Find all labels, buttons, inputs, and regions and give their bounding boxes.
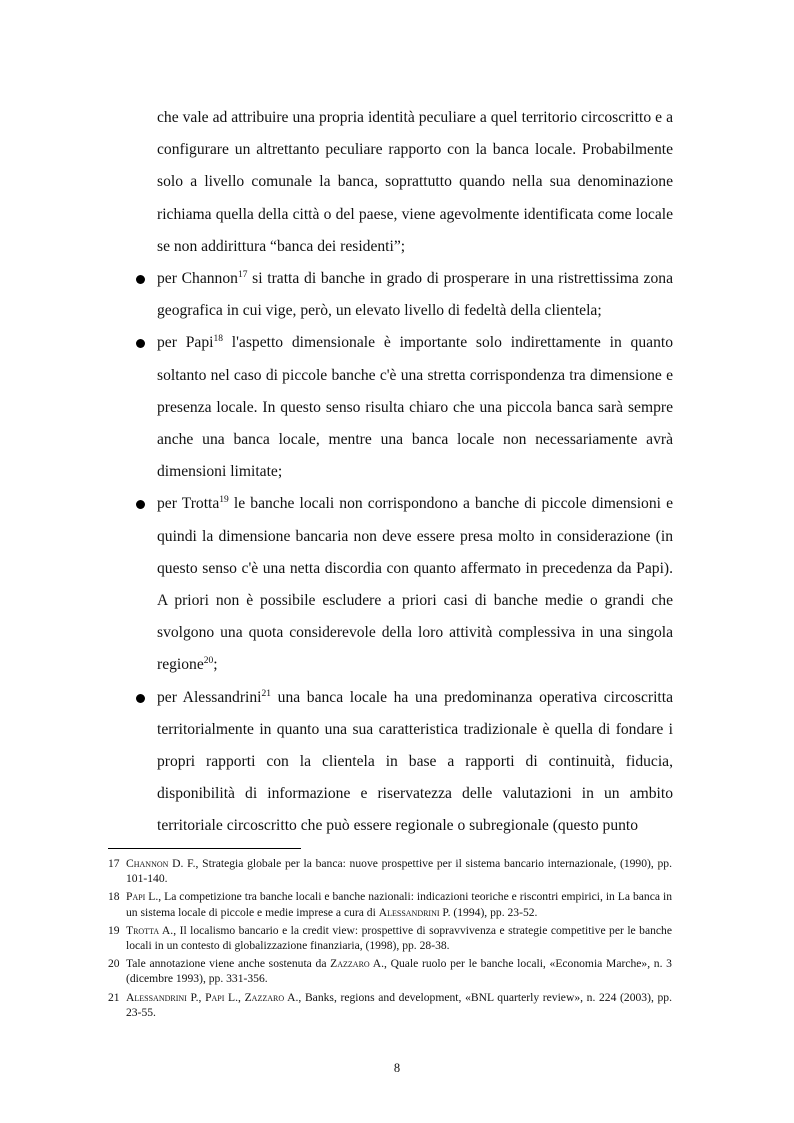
footnote-21	[108, 990, 672, 1020]
footnote-number: 21	[108, 990, 120, 1004]
footnote-divider	[108, 848, 301, 849]
footnote-text: (1994), pp. 23-52.	[450, 905, 538, 919]
footnote-number: 20	[108, 957, 120, 971]
bullet-item-channon	[157, 263, 673, 327]
footnote-20	[108, 956, 672, 986]
bullet-item-papi	[157, 327, 673, 488]
footnote-author: Alessandrini P.	[378, 905, 451, 919]
footnote-number: 18	[108, 890, 120, 904]
footnote-text: , Quale ruolo per le banche locali, «Economia Marche», n. 3 (dicembre 1993), pp. 331-356.	[126, 957, 672, 986]
bullet-text: l'aspetto dimensionale è importante solo indirettamente in quanto soltanto nel caso di piccole banche c'è una stretta corrispondenza tra dimensione e presenza locale. In questo senso risulta chiaro che una piccola banca sarà sempre anche una banca locale, mentre una banca locale non necessariamente avrà dimensioni limitate;	[157, 334, 673, 481]
bullet-text: le banche locali non corrispondono a banche di piccole dimensioni e quindi la dimensione bancaria non deve essere presa molto in considerazione (in questo senso c'è una netta discordia con quanto affermato in precedenza da Papi). A priori non è possibile escludere a priori casi di banche medie o grandi che svolgono una quota considerevole della loro attività complessiva in una singola regione	[157, 495, 673, 674]
bullet-lead: per Trotta	[157, 495, 220, 513]
footnote-19	[108, 923, 672, 953]
bullet-text: si tratta di banche in grado di prosperare in una ristrettissima zona geografica in cui vige, però, un elevato livello di fedeltà della clientela;	[157, 270, 673, 320]
bullet-lead: per Papi	[157, 334, 214, 352]
intro-paragraph: che vale ad attribuire una propria identità peculiare a quel territorio circoscritto e a configurare un altrettanto peculiare rapporto con la banca locale. Probabilmente solo a livello comunale la banca, soprattutto quando nella sua denominazione richiama quella della città o del paese, viene agevolmente identificata come locale se non addirittura “banca dei residenti”;	[157, 109, 673, 255]
bullet-icon	[136, 275, 145, 284]
bullet-icon	[136, 500, 145, 509]
bullet-icon	[136, 694, 145, 703]
page-number: 8	[393, 1061, 401, 1075]
bullet-item-alessandrini	[157, 682, 673, 843]
footnote-ref[interactable]: 19	[219, 495, 229, 506]
bullet-tail: ;	[213, 656, 218, 674]
footnote-author: Alessandrini P., Papi L., Zazzaro A.	[126, 990, 299, 1004]
footnote-18	[108, 889, 672, 919]
footnote-text: Tale annotazione viene anche sostenuta da	[126, 957, 331, 971]
footnote-17	[108, 856, 672, 886]
footnote-author: Channon D. F.	[126, 857, 196, 870]
footnote-author: Papi L.	[126, 890, 159, 904]
footnote-ref[interactable]: 20	[203, 656, 214, 667]
footnote-text: , La competizione tra banche locali e banche nazionali: indicazioni teoriche e riscontri empirici, in La banca in un sistema locale di piccole e medie imprese a cura di	[126, 890, 672, 919]
body-text	[157, 102, 673, 843]
footnote-ref[interactable]: 21	[261, 688, 272, 699]
footnote-text: , Il localismo bancario e la credit view: prospettive di sopravvivenza e strategie competitive per le banche locali in un contesto di globalizzazione finanziaria, (1998), pp. 28-38.	[126, 923, 672, 953]
footnote-author: Zazzaro A.	[330, 957, 384, 971]
bullet-lead: per Channon	[157, 270, 238, 288]
bullet-item-trotta	[157, 488, 673, 681]
bullet-icon	[136, 339, 145, 348]
footnote-number: 17	[108, 857, 120, 870]
bullet-text: una banca locale ha una predominanza operativa circoscritta territorialmente in quanto una sua caratteristica tradizionale è quella di fondare i propri rapporti con la clientela in base a rapporti di continuità, fiducia, disponibilità di informazione e riservatezza delle valutazioni in un ambito territoriale circoscritto che può essere regionale o subregionale (questo punto	[157, 688, 673, 835]
footnote-text: , Strategia globale per la banca: nuove prospettive per il sistema bancario internazionale, (1990), pp. 101-140.	[126, 857, 672, 886]
footnote-ref[interactable]: 17	[237, 270, 248, 281]
footnote-author: Trotta A.	[126, 923, 174, 937]
footnotes	[108, 856, 672, 1023]
footnote-text: , Banks, regions and development, «BNL quarterly review», n. 224 (2003), pp. 23-55.	[126, 990, 672, 1019]
footnote-ref[interactable]: 18	[213, 334, 223, 345]
bullet-lead: per Alessandrini	[157, 688, 262, 706]
footnote-number: 19	[108, 923, 120, 937]
